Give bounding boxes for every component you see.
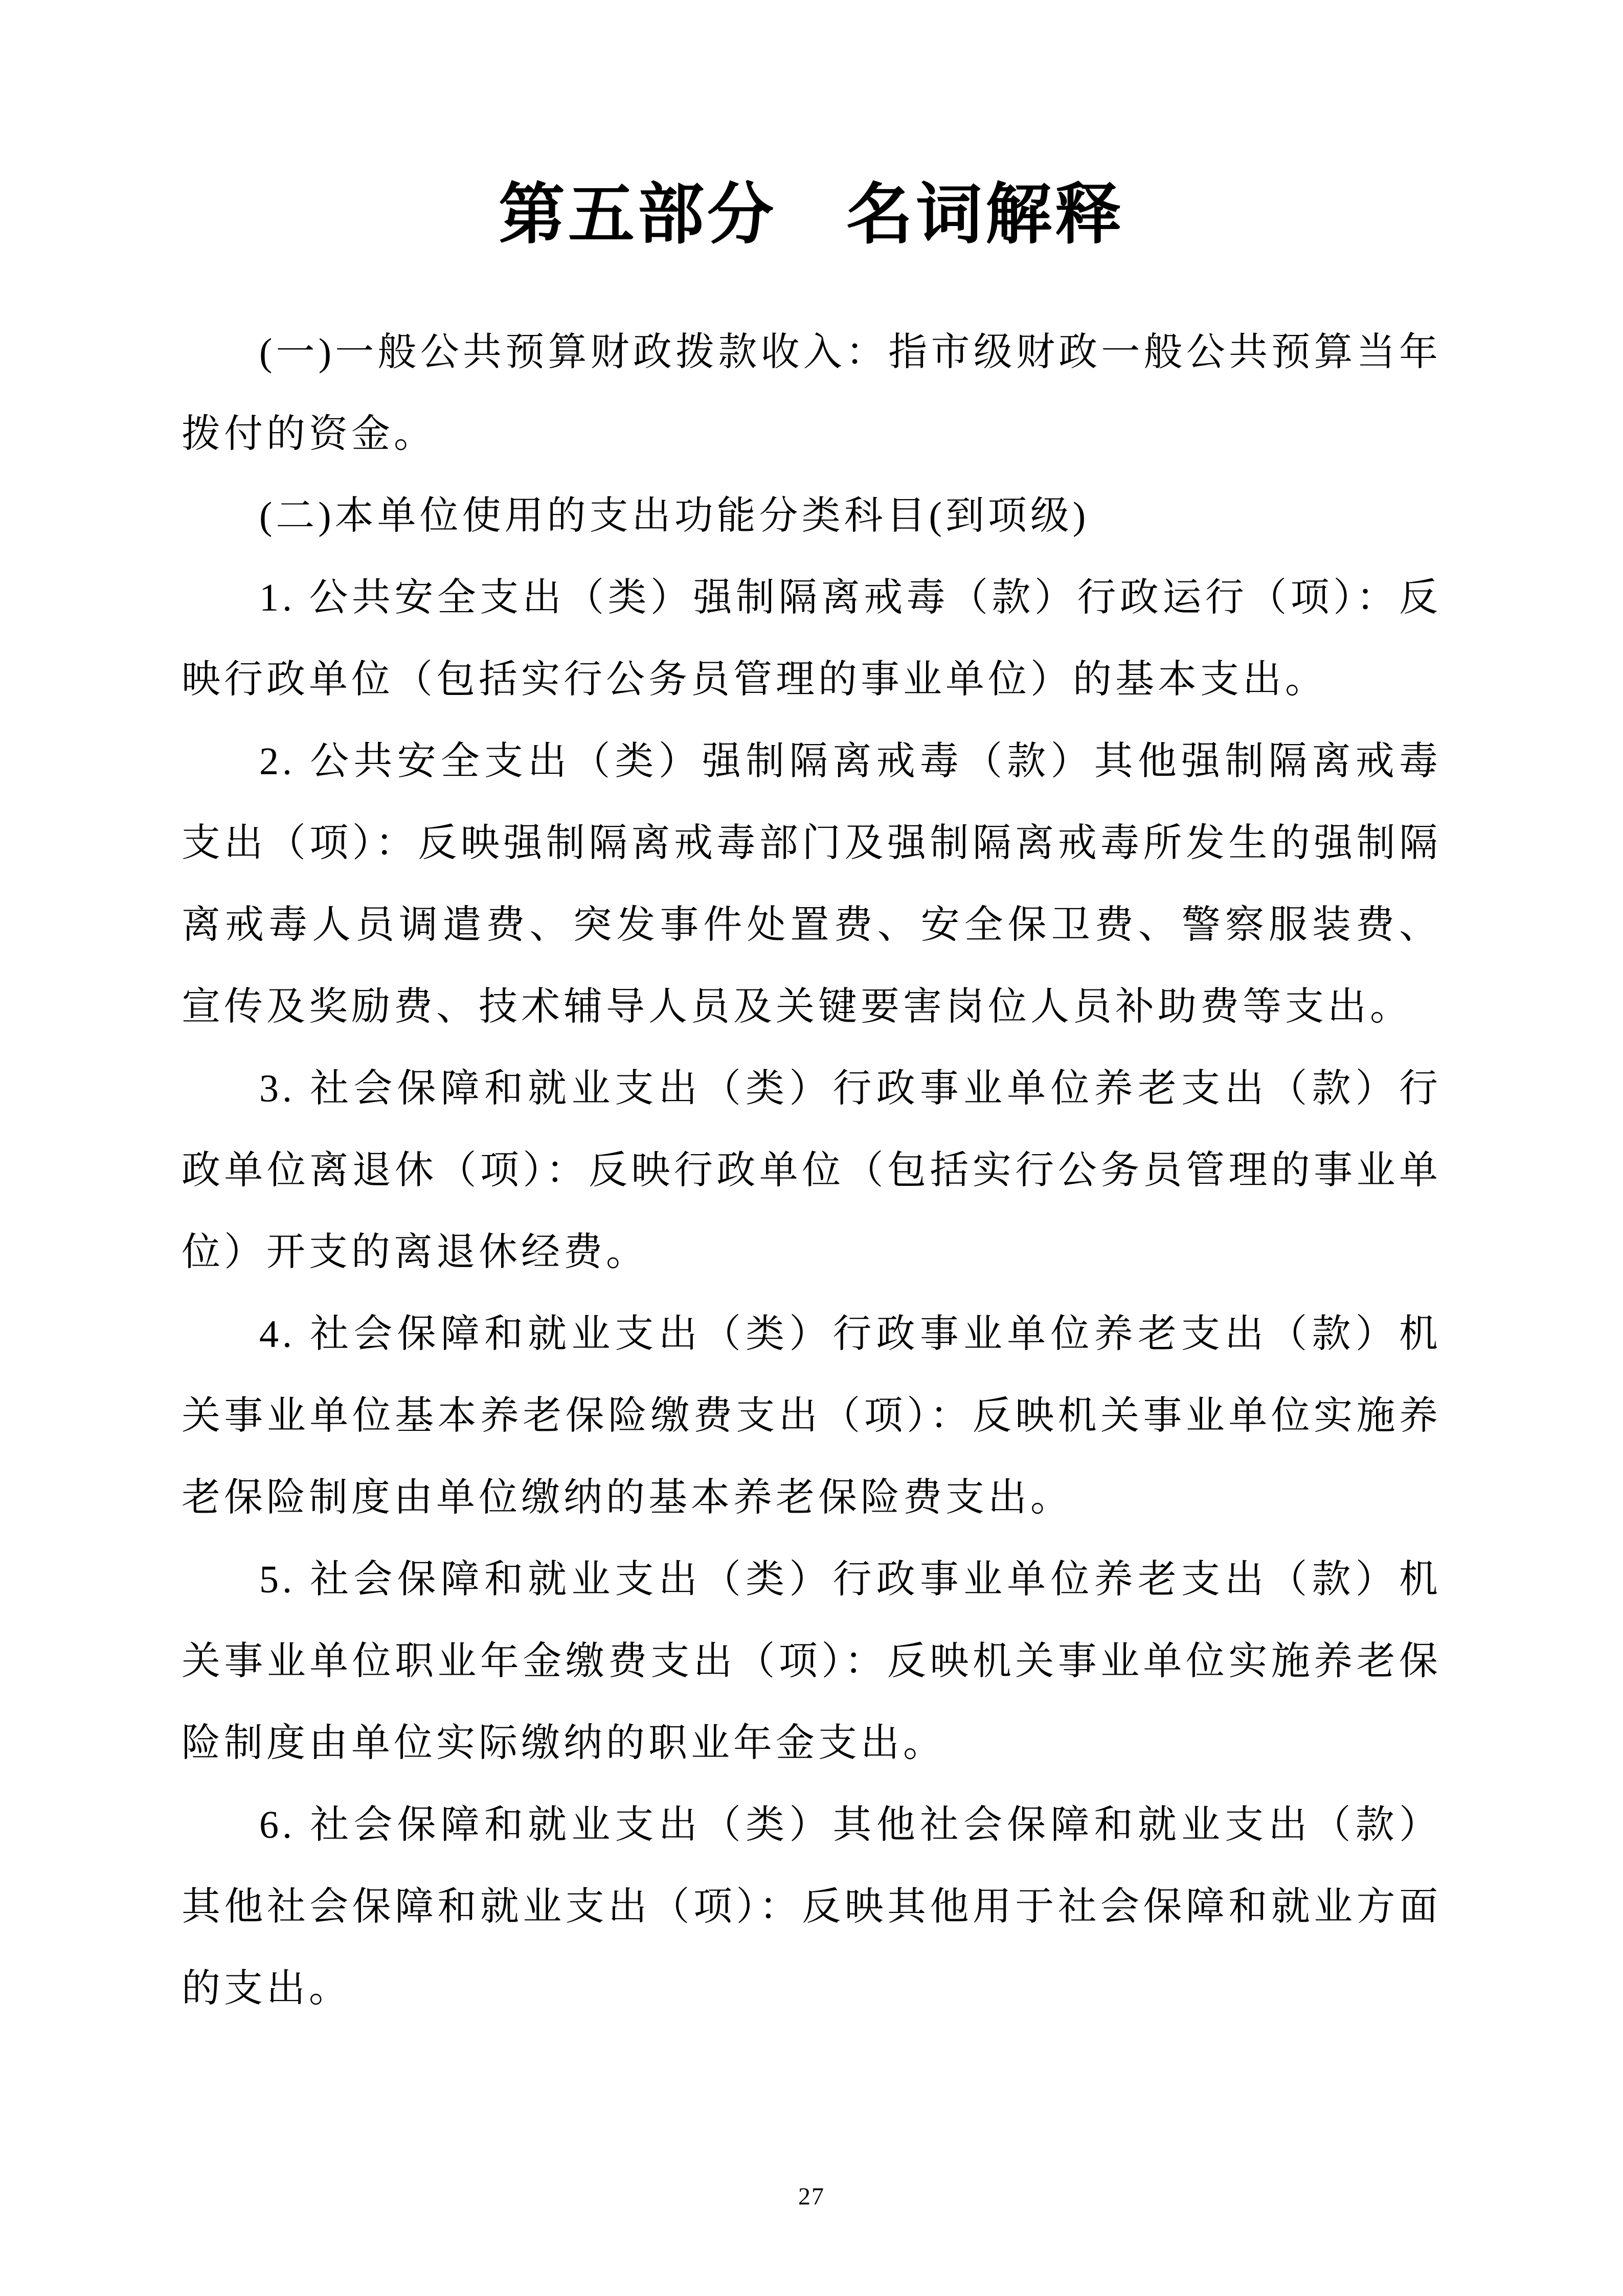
paragraph-item-1-public-safety-admin-operation: 1. 公共安全支出（类）强制隔离戒毒（款）行政运行（项）：反映行政单位（包括实行公务员管理的事业单位）的基本支出。 <box>182 576 1441 701</box>
paragraph-item-2-public-safety-other-drug-rehab: 2. 公共安全支出（类）强制隔离戒毒（款）其他强制隔离戒毒支出（项）：反映强制隔离戒毒部门及强制隔离戒毒所发生的强制隔离戒毒人员调遣费、突发事件处置费、安全保卫费、警察服装费、宣传及奖励费、技术辅导人员及关键要害岗位人员补助费等支出。 <box>182 740 1441 1028</box>
paragraph-expenditure-classification-heading: (二)本单位使用的支出功能分类科目(到项级) <box>259 494 1090 537</box>
paragraph-item-5-occupational-annuity-contribution: 5. 社会保障和就业支出（类）行政事业单位养老支出（款）机关事业单位职业年金缴费支出（项）：反映机关事业单位实施养老保险制度由单位实际缴纳的职业年金支出。 <box>182 1558 1441 1765</box>
paragraph-general-public-budget-income: (一)一般公共预算财政拨款收入：指市级财政一般公共预算当年拨付的资金。 <box>182 331 1441 456</box>
page-number: 27 <box>798 2183 825 2210</box>
page-title: 第五部分 名词解释 <box>498 177 1124 252</box>
paragraph-item-3-social-security-retirement: 3. 社会保障和就业支出（类）行政事业单位养老支出（款）行政单位离退休（项）：反映行政单位（包括实行公务员管理的事业单位）开支的离退休经费。 <box>182 1067 1441 1274</box>
paragraph-item-6-other-social-security-employment: 6. 社会保障和就业支出（类）其他社会保障和就业支出（款）其他社会保障和就业支出（项）：反映其他用于社会保障和就业方面的支出。 <box>182 1804 1441 2010</box>
document-body <box>182 311 1441 2030</box>
paragraph-item-4-basic-pension-contribution: 4. 社会保障和就业支出（类）行政事业单位养老支出（款）机关事业单位基本养老保险缴费支出（项）：反映机关事业单位实施养老保险制度由单位缴纳的基本养老保险费支出。 <box>182 1313 1441 1519</box>
